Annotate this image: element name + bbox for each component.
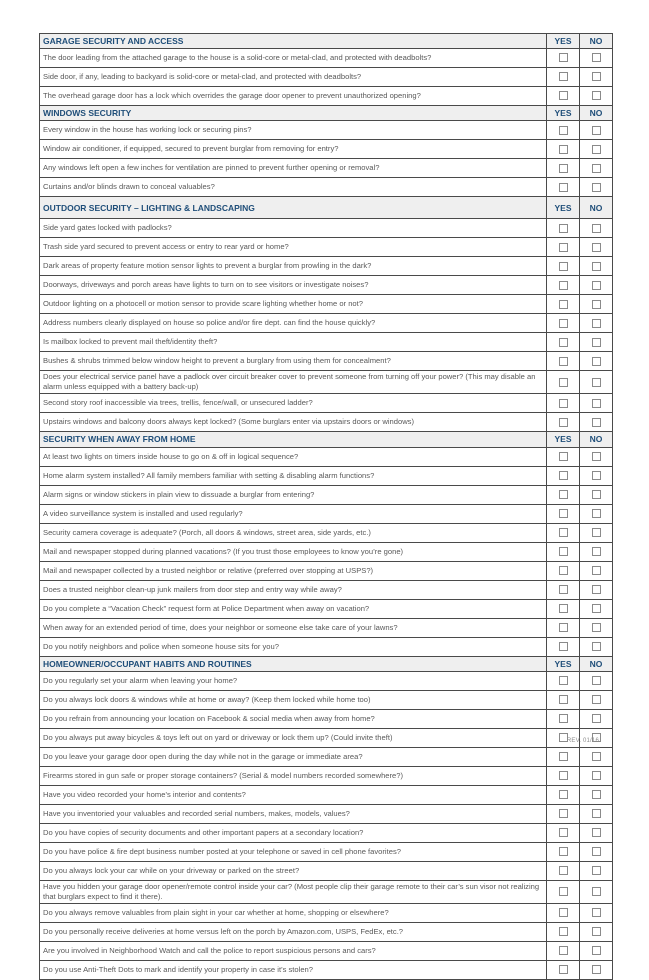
checklist-row: [40, 257, 613, 276]
question-text: Side door, if any, leading to backyard is solid-core or metal-clad, and protected with deadbolts?: [40, 68, 547, 87]
no-checkbox[interactable]: [592, 927, 601, 936]
no-cell: [580, 599, 613, 618]
question-text: Is mailbox locked to prevent mail theft/identity theft?: [40, 333, 547, 352]
checklist-row: [40, 485, 613, 504]
checklist-row: [40, 523, 613, 542]
no-checkbox[interactable]: [592, 91, 601, 100]
yes-cell: [547, 804, 580, 823]
yes-cell: [547, 618, 580, 637]
question-text: The overhead garage door has a lock which overrides the garage door opener to prevent unauthorized opening?: [40, 87, 547, 106]
section-header-row: [40, 656, 613, 671]
no-checkbox[interactable]: [592, 319, 601, 328]
no-cell: [580, 333, 613, 352]
yes-column-header: YES: [547, 34, 580, 49]
no-cell: [580, 804, 613, 823]
question-text: Home alarm system installed? All family members familiar with setting & disabling alarm functions?: [40, 466, 547, 485]
yes-column-header: YES: [547, 197, 580, 219]
no-cell: [580, 68, 613, 87]
checklist-row: [40, 413, 613, 432]
no-checkbox[interactable]: [592, 752, 601, 761]
question-text: Do you always put away bicycles & toys left out on yard or driveway or lock them up? (Could invite theft): [40, 728, 547, 747]
checklist-row: [40, 466, 613, 485]
yes-checkbox[interactable]: [559, 378, 568, 387]
no-checkbox[interactable]: [592, 452, 601, 461]
yes-checkbox[interactable]: [559, 547, 568, 556]
no-checkbox[interactable]: [592, 509, 601, 518]
yes-checkbox[interactable]: [559, 714, 568, 723]
no-checkbox[interactable]: [592, 908, 601, 917]
yes-checkbox[interactable]: [559, 790, 568, 799]
question-text: Address numbers clearly displayed on house so police and/or fire dept. can find the house quickly?: [40, 314, 547, 333]
question-text: Do you always lock doors & windows while at home or away? (Keep them locked while home too): [40, 690, 547, 709]
yes-checkbox[interactable]: [559, 418, 568, 427]
checklist-row: [40, 352, 613, 371]
yes-cell: [547, 861, 580, 880]
no-checkbox[interactable]: [592, 471, 601, 480]
no-cell: [580, 295, 613, 314]
checklist-row: [40, 121, 613, 140]
checklist-row: [40, 238, 613, 257]
yes-checkbox[interactable]: [559, 183, 568, 192]
revision-note: REV. 01/16: [566, 738, 599, 744]
section-header-row: [40, 432, 613, 447]
checklist-row: [40, 922, 613, 941]
yes-checkbox[interactable]: [559, 866, 568, 875]
no-checkbox[interactable]: [592, 547, 601, 556]
yes-checkbox[interactable]: [559, 126, 568, 135]
no-checkbox[interactable]: [592, 418, 601, 427]
no-checkbox[interactable]: [592, 126, 601, 135]
yes-cell: [547, 371, 580, 394]
checklist-row: [40, 276, 613, 295]
no-cell: [580, 747, 613, 766]
no-cell: [580, 922, 613, 941]
no-cell: [580, 276, 613, 295]
question-text: Do you leave your garage door open during the day while not in the garage or immediate area?: [40, 747, 547, 766]
no-checkbox[interactable]: [592, 53, 601, 62]
question-text: Do you regularly set your alarm when leaving your home?: [40, 671, 547, 690]
no-cell: [580, 159, 613, 178]
yes-cell: [547, 561, 580, 580]
checklist-row: [40, 580, 613, 599]
section-title: GARAGE SECURITY AND ACCESS: [40, 34, 547, 49]
question-text: Do you personally receive deliveries at home versus left on the porch by Amazon.com, USPS, FedEx, etc.?: [40, 922, 547, 941]
checklist-row: [40, 140, 613, 159]
checklist-row: [40, 785, 613, 804]
checklist-row: [40, 823, 613, 842]
yes-checkbox[interactable]: [559, 53, 568, 62]
no-checkbox[interactable]: [592, 847, 601, 856]
no-cell: [580, 766, 613, 785]
checklist-row: [40, 447, 613, 466]
question-text: Does a trusted neighbor clean-up junk mailers from door step and entry way while away?: [40, 580, 547, 599]
question-text: Window air conditioner, if equipped, secured to prevent burglar from removing for entry?: [40, 140, 547, 159]
yes-cell: [547, 823, 580, 842]
no-cell: [580, 504, 613, 523]
question-text: Side yard gates locked with padlocks?: [40, 219, 547, 238]
yes-checkbox[interactable]: [559, 828, 568, 837]
no-column-header: NO: [580, 432, 613, 447]
yes-checkbox[interactable]: [559, 490, 568, 499]
question-text: A video surveillance system is installed and used regularly?: [40, 504, 547, 523]
checklist-row: [40, 219, 613, 238]
checklist-row: [40, 903, 613, 922]
no-cell: [580, 371, 613, 394]
no-cell: [580, 178, 613, 197]
yes-cell: [547, 637, 580, 656]
no-checkbox[interactable]: [592, 281, 601, 290]
yes-checkbox[interactable]: [559, 145, 568, 154]
question-text: Alarm signs or window stickers in plain view to dissuade a burglar from entering?: [40, 485, 547, 504]
yes-checkbox[interactable]: [559, 908, 568, 917]
yes-cell: [547, 523, 580, 542]
yes-checkbox[interactable]: [559, 965, 568, 974]
yes-cell: [547, 295, 580, 314]
yes-cell: [547, 178, 580, 197]
yes-cell: [547, 49, 580, 68]
section-title: HOMEOWNER/OCCUPANT HABITS AND ROUTINES: [40, 656, 547, 671]
checklist-row: [40, 804, 613, 823]
no-checkbox[interactable]: [592, 642, 601, 651]
checklist-row: [40, 542, 613, 561]
question-text: Doorways, driveways and porch areas have lights to turn on to see visitors or investigate noises?: [40, 276, 547, 295]
yes-cell: [547, 394, 580, 413]
yes-checkbox[interactable]: [559, 847, 568, 856]
no-checkbox[interactable]: [592, 378, 601, 387]
no-checkbox[interactable]: [592, 528, 601, 537]
question-text: Firearms stored in gun safe or proper storage containers? (Serial & model numbers recorded somewhere?): [40, 766, 547, 785]
yes-cell: [547, 747, 580, 766]
yes-cell: [547, 413, 580, 432]
no-checkbox[interactable]: [592, 623, 601, 632]
checklist-row: [40, 159, 613, 178]
security-checklist-table: [39, 33, 613, 980]
section-header-row: [40, 106, 613, 121]
question-text: Upstairs windows and balcony doors always kept locked? (Some burglars enter via upstairs doors or windows): [40, 413, 547, 432]
no-checkbox[interactable]: [592, 164, 601, 173]
checklist-row: [40, 637, 613, 656]
yes-checkbox[interactable]: [559, 243, 568, 252]
no-cell: [580, 690, 613, 709]
no-checkbox[interactable]: [592, 965, 601, 974]
checklist-row: [40, 747, 613, 766]
yes-cell: [547, 709, 580, 728]
no-checkbox[interactable]: [592, 566, 601, 575]
no-cell: [580, 49, 613, 68]
yes-checkbox[interactable]: [559, 604, 568, 613]
question-text: When away for an extended period of time, does your neighbor or someone else take care of your lawns?: [40, 618, 547, 637]
no-cell: [580, 618, 613, 637]
no-cell: [580, 87, 613, 106]
yes-cell: [547, 960, 580, 979]
question-text: Do you refrain from announcing your location on Facebook & social media when away from home?: [40, 709, 547, 728]
yes-cell: [547, 941, 580, 960]
no-cell: [580, 637, 613, 656]
checklist-row: [40, 178, 613, 197]
yes-cell: [547, 690, 580, 709]
yes-checkbox[interactable]: [559, 300, 568, 309]
question-text: Do you always remove valuables from plain sight in your car whether at home, shopping or elsewhere?: [40, 903, 547, 922]
no-cell: [580, 219, 613, 238]
no-checkbox[interactable]: [592, 946, 601, 955]
yes-cell: [547, 87, 580, 106]
question-text: Have you inventoried your valuables and recorded serial numbers, makes, models, values?: [40, 804, 547, 823]
no-cell: [580, 542, 613, 561]
yes-checkbox[interactable]: [559, 809, 568, 818]
yes-checkbox[interactable]: [559, 164, 568, 173]
no-cell: [580, 785, 613, 804]
no-cell: [580, 121, 613, 140]
yes-checkbox[interactable]: [559, 623, 568, 632]
yes-cell: [547, 257, 580, 276]
yes-cell: [547, 504, 580, 523]
checklist-row: [40, 561, 613, 580]
yes-checkbox[interactable]: [559, 528, 568, 537]
no-checkbox[interactable]: [592, 243, 601, 252]
no-cell: [580, 140, 613, 159]
yes-checkbox[interactable]: [559, 224, 568, 233]
no-checkbox[interactable]: [592, 714, 601, 723]
yes-cell: [547, 159, 580, 178]
no-checkbox[interactable]: [592, 183, 601, 192]
yes-cell: [547, 903, 580, 922]
no-column-header: NO: [580, 197, 613, 219]
no-checkbox[interactable]: [592, 809, 601, 818]
no-column-header: NO: [580, 106, 613, 121]
section-header-row: [40, 197, 613, 219]
checklist-row: [40, 618, 613, 637]
no-checkbox[interactable]: [592, 695, 601, 704]
question-text: Bushes & shrubs trimmed below window height to prevent a burglary from using them for concealment?: [40, 352, 547, 371]
no-cell: [580, 580, 613, 599]
no-cell: [580, 238, 613, 257]
yes-column-header: YES: [547, 432, 580, 447]
checklist-row: [40, 504, 613, 523]
checklist-row: [40, 690, 613, 709]
yes-cell: [547, 599, 580, 618]
no-checkbox[interactable]: [592, 399, 601, 408]
no-cell: [580, 523, 613, 542]
yes-checkbox[interactable]: [559, 399, 568, 408]
checklist-row: [40, 68, 613, 87]
question-text: Do you complete a “Vacation Check” request form at Police Department when away on vacation?: [40, 599, 547, 618]
yes-column-header: YES: [547, 106, 580, 121]
no-cell: [580, 413, 613, 432]
no-checkbox[interactable]: [592, 887, 601, 896]
yes-cell: [547, 333, 580, 352]
no-cell: [580, 671, 613, 690]
section-header-row: [40, 34, 613, 49]
question-text: Do you always lock your car while on your driveway or parked on the street?: [40, 861, 547, 880]
yes-checkbox[interactable]: [559, 887, 568, 896]
checklist-row: [40, 49, 613, 68]
yes-cell: [547, 238, 580, 257]
question-text: Dark areas of property feature motion sensor lights to prevent a burglar from prowling in the dark?: [40, 257, 547, 276]
yes-checkbox[interactable]: [559, 72, 568, 81]
yes-checkbox[interactable]: [559, 319, 568, 328]
question-text: Every window in the house has working lock or securing pins?: [40, 121, 547, 140]
no-cell: [580, 561, 613, 580]
no-cell: [580, 823, 613, 842]
checklist-row: [40, 960, 613, 979]
no-cell: [580, 709, 613, 728]
yes-checkbox[interactable]: [559, 91, 568, 100]
question-text: Have you hidden your garage door opener/remote control inside your car? (Most people clip their garage remote to their car’s sun visor not realizing that burglars expect to find it there).: [40, 880, 547, 903]
checklist-row: [40, 87, 613, 106]
yes-cell: [547, 219, 580, 238]
question-text: At least two lights on timers inside house to go on & off in logical sequence?: [40, 447, 547, 466]
yes-cell: [547, 68, 580, 87]
no-checkbox[interactable]: [592, 771, 601, 780]
no-checkbox[interactable]: [592, 676, 601, 685]
checklist-row: [40, 842, 613, 861]
checklist-row: [40, 766, 613, 785]
question-text: Have you video recorded your home’s interior and contents?: [40, 785, 547, 804]
question-text: Mail and newspaper stopped during planned vacations? (If you trust those employees to know you’re gone): [40, 542, 547, 561]
checklist-row: [40, 295, 613, 314]
yes-checkbox[interactable]: [559, 338, 568, 347]
checklist-row: [40, 314, 613, 333]
question-text: Mail and newspaper collected by a trusted neighbor or relative (preferred over stopping at USPS?): [40, 561, 547, 580]
no-checkbox[interactable]: [592, 604, 601, 613]
yes-checkbox[interactable]: [559, 262, 568, 271]
no-column-header: NO: [580, 656, 613, 671]
no-cell: [580, 257, 613, 276]
question-text: Do you have police & fire dept business number posted at your telephone or saved in cell phone favorites?: [40, 842, 547, 861]
question-text: Curtains and/or blinds drawn to conceal valuables?: [40, 178, 547, 197]
question-text: Do you notify neighbors and police when someone house sits for you?: [40, 637, 547, 656]
no-cell: [580, 314, 613, 333]
yes-cell: [547, 580, 580, 599]
no-checkbox[interactable]: [592, 338, 601, 347]
no-cell: [580, 861, 613, 880]
yes-cell: [547, 542, 580, 561]
checklist-row: [40, 709, 613, 728]
question-text: Are you involved in Neighborhood Watch and call the police to report suspicious persons and cars?: [40, 941, 547, 960]
checklist-row: [40, 880, 613, 903]
checklist-row: [40, 861, 613, 880]
question-text: Do you have copies of security documents and other important papers at a secondary location?: [40, 823, 547, 842]
no-cell: [580, 842, 613, 861]
section-title: SECURITY WHEN AWAY FROM HOME: [40, 432, 547, 447]
no-checkbox[interactable]: [592, 145, 601, 154]
yes-checkbox[interactable]: [559, 509, 568, 518]
question-text: Any windows left open a few inches for ventilation are pinned to prevent further opening or removal?: [40, 159, 547, 178]
yes-checkbox[interactable]: [559, 357, 568, 366]
yes-cell: [547, 880, 580, 903]
no-cell: [580, 352, 613, 371]
no-checkbox[interactable]: [592, 790, 601, 799]
no-checkbox[interactable]: [592, 585, 601, 594]
yes-checkbox[interactable]: [559, 946, 568, 955]
yes-checkbox[interactable]: [559, 927, 568, 936]
checklist-row: [40, 599, 613, 618]
no-cell: [580, 466, 613, 485]
no-checkbox[interactable]: [592, 224, 601, 233]
question-text: Security camera coverage is adequate? (Porch, all doors & windows, street area, side yards, etc.): [40, 523, 547, 542]
question-text: Second story roof inaccessible via trees, trellis, fence/wall, or unsecured ladder?: [40, 394, 547, 413]
no-checkbox[interactable]: [592, 357, 601, 366]
no-checkbox[interactable]: [592, 828, 601, 837]
yes-cell: [547, 140, 580, 159]
yes-cell: [547, 121, 580, 140]
yes-cell: [547, 785, 580, 804]
question-text: Do you use Anti-Theft Dots to mark and identify your property in case it’s stolen?: [40, 960, 547, 979]
question-text: Outdoor lighting on a photocell or motion sensor to provide scare lighting whether home or not?: [40, 295, 547, 314]
no-checkbox[interactable]: [592, 72, 601, 81]
yes-cell: [547, 314, 580, 333]
yes-column-header: YES: [547, 656, 580, 671]
yes-cell: [547, 842, 580, 861]
yes-cell: [547, 485, 580, 504]
question-text: Trash side yard secured to prevent access or entry to rear yard or home?: [40, 238, 547, 257]
no-cell: [580, 447, 613, 466]
checklist-row: [40, 333, 613, 352]
no-column-header: NO: [580, 34, 613, 49]
yes-checkbox[interactable]: [559, 642, 568, 651]
checklist-row: [40, 728, 613, 747]
question-text: Does your electrical service panel have a padlock over circuit breaker cover to prevent someone from turning off your power? (This may disable an alarm unless equipped with a battery back-up): [40, 371, 547, 394]
checklist-row: [40, 941, 613, 960]
no-cell: [580, 880, 613, 903]
no-cell: [580, 941, 613, 960]
no-cell: [580, 485, 613, 504]
yes-cell: [547, 466, 580, 485]
yes-checkbox[interactable]: [559, 452, 568, 461]
no-checkbox[interactable]: [592, 866, 601, 875]
yes-checkbox[interactable]: [559, 695, 568, 704]
yes-cell: [547, 276, 580, 295]
yes-cell: [547, 352, 580, 371]
yes-checkbox[interactable]: [559, 471, 568, 480]
checklist-row: [40, 371, 613, 394]
section-title: WINDOWS SECURITY: [40, 106, 547, 121]
yes-checkbox[interactable]: [559, 585, 568, 594]
no-checkbox[interactable]: [592, 262, 601, 271]
yes-checkbox[interactable]: [559, 281, 568, 290]
no-checkbox[interactable]: [592, 490, 601, 499]
yes-checkbox[interactable]: [559, 566, 568, 575]
yes-checkbox[interactable]: [559, 676, 568, 685]
yes-cell: [547, 922, 580, 941]
no-cell: [580, 960, 613, 979]
checklist-row: [40, 394, 613, 413]
yes-cell: [547, 766, 580, 785]
question-text: The door leading from the attached garage to the house is a solid-core or metal-clad, and protected with deadbolts?: [40, 49, 547, 68]
no-cell: [580, 394, 613, 413]
section-title: OUTDOOR SECURITY – LIGHTING & LANDSCAPING: [40, 197, 547, 219]
no-cell: [580, 903, 613, 922]
no-checkbox[interactable]: [592, 300, 601, 309]
yes-cell: [547, 671, 580, 690]
yes-cell: [547, 447, 580, 466]
yes-checkbox[interactable]: [559, 752, 568, 761]
checklist-row: [40, 671, 613, 690]
yes-checkbox[interactable]: [559, 771, 568, 780]
